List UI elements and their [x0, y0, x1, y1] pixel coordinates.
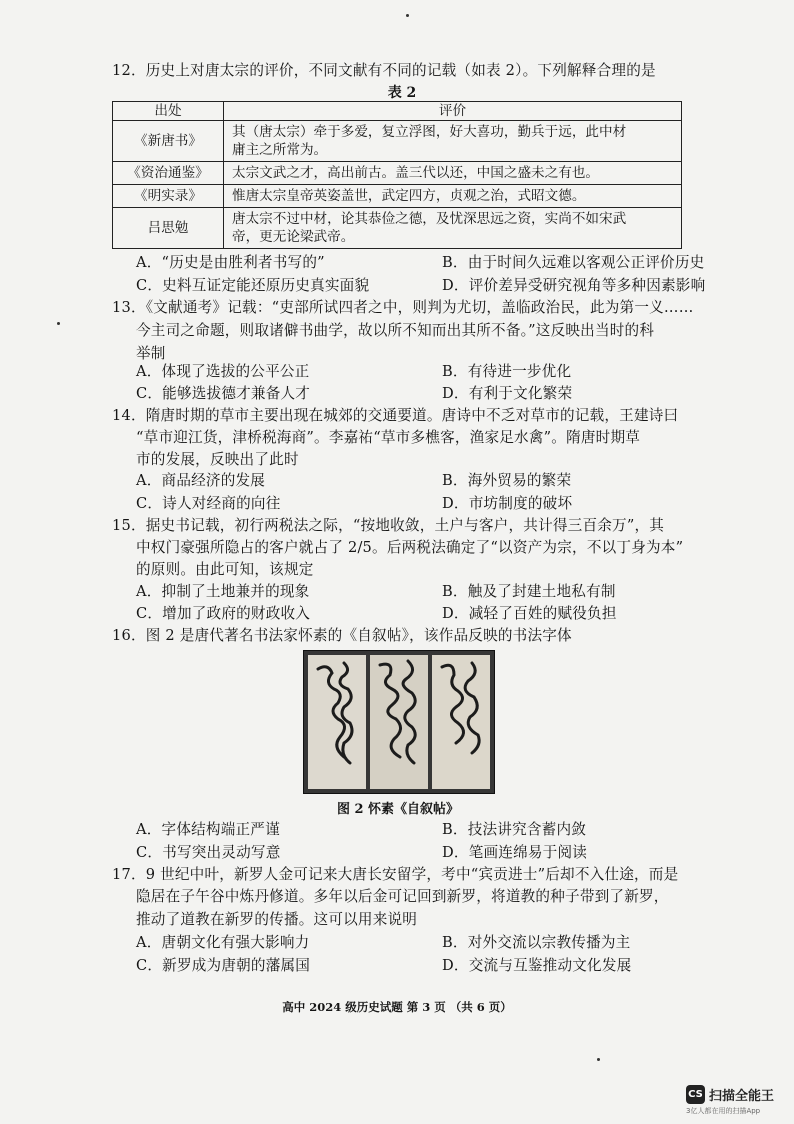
figure-caption: 图 2 怀素《自叙帖》: [336, 802, 460, 817]
eval-line: 帝，更无论梁武帝。: [232, 229, 355, 245]
q16-option-c[interactable]: C．书写突出灵动写意: [136, 844, 281, 861]
row-source: 《资治通鉴》: [113, 162, 224, 185]
eval-line: 唐太宗不过中材，论其恭俭之德，及忧深思远之资，实尚不如宋武: [232, 211, 627, 227]
q13-stem-line2: 今主司之命题，则取诸僻书曲学，故以所不知而出其所不备。”这反映出当时的科: [136, 322, 655, 339]
q12-option-b[interactable]: B．由于时间久远难以客观公正评价历史: [442, 254, 705, 271]
table-row: [113, 162, 682, 185]
q14-option-b[interactable]: B．海外贸易的繁荣: [442, 472, 572, 489]
q17-option-d[interactable]: D．交流与互鉴推动文化发展: [442, 957, 632, 974]
q15-option-c[interactable]: C．增加了政府的财政收入: [136, 605, 311, 622]
row-source: 吕思勉: [113, 208, 224, 249]
table-header-row: [113, 102, 682, 121]
table-row: [113, 208, 682, 249]
q15-stem-line3: 的原则。由此可知，该规定: [136, 561, 314, 578]
q12-option-c[interactable]: C．史料互证定能还原历史真实面貌: [136, 277, 370, 294]
eval-line: 庸主之所常为。: [232, 142, 328, 158]
row-source: 《明实录》: [113, 185, 224, 208]
q14-stem-line2: “草市迎江货，津桥税海商”。李嘉祐“草市多樵客，渔家足水禽”。隋唐时期草: [136, 429, 641, 446]
row-evaluation: [224, 208, 682, 249]
q17-stem-line1: 17．9 世纪中叶，新罗人金可记来大唐长安留学，考中“宾贡进士”后却不入仕途，而是: [112, 866, 679, 883]
header-evaluation: 评价: [224, 102, 682, 121]
q13-stem-line3: 举制: [136, 345, 166, 362]
row-evaluation: [224, 121, 682, 162]
scanner-watermark: [686, 1083, 786, 1117]
q12-option-a[interactable]: A．“历史是由胜利者书写的”: [136, 254, 325, 271]
camscanner-logo-icon: CS: [686, 1085, 705, 1104]
q13-stem-line1: 13．《文献通考》记载：“吏部所试四者之中，则判为尤切，盖临政治民，此为第一义……: [112, 299, 694, 316]
scan-speck: [406, 14, 409, 17]
q17-stem-line3: 推动了道教在新罗的传播。这可以用来说明: [136, 911, 418, 928]
q14-option-a[interactable]: A．商品经济的发展: [136, 472, 266, 489]
q17-option-a[interactable]: A．唐朝文化有强大影响力: [136, 934, 310, 951]
eval-line: 其（唐太宗）牵于多爱，复立浮图，好大喜功，勤兵于远，此中材: [232, 124, 627, 140]
page-footer: 高中 2024 级历史试题 第 3 页 （共 6 页）: [282, 1000, 512, 1014]
q13-option-b[interactable]: B．有待进一步优化: [442, 363, 572, 380]
row-evaluation: 惟唐太宗皇帝英姿盖世，武定四方，贞观之治，式昭文德。: [224, 185, 682, 208]
q16-stem: 16．图 2 是唐代著名书法家怀素的《自叙帖》，该作品反映的书法字体: [112, 627, 572, 644]
q15-option-b[interactable]: B．触及了封建土地私有制: [442, 583, 616, 600]
q14-option-d[interactable]: D．市坊制度的破坏: [442, 495, 573, 512]
q12-option-d[interactable]: D．评价差异受研究视角等多种因素影响: [442, 277, 706, 294]
q14-stem-line3: 市的发展，反映出了此时: [136, 451, 299, 468]
q15-stem-line2: 中权门豪强所隐占的客户就占了 2/5。后两税法确定了“以资产为宗，不以丁身为本”: [136, 539, 684, 556]
scanner-tagline: 3亿人都在用的扫描App: [686, 1107, 761, 1115]
calligraphy-image: [303, 650, 495, 794]
table-2: [112, 101, 682, 249]
q14-stem-line1: 14．隋唐时期的草市主要出现在城郊的交通要道。唐诗中不乏对草市的记载，王建诗曰: [112, 407, 679, 424]
q17-option-b[interactable]: B．对外交流以宗教传播为主: [442, 934, 631, 951]
row-evaluation: 太宗文武之才，高出前古。盖三代以还，中国之盛未之有也。: [224, 162, 682, 185]
q13-option-c[interactable]: C．能够选拔德才兼备人才: [136, 385, 311, 402]
q16-option-d[interactable]: D．笔画连绵易于阅读: [442, 844, 588, 861]
q16-option-a[interactable]: A．字体结构端正严谨: [136, 821, 280, 838]
q13-option-a[interactable]: A．体现了选拔的公平公正: [136, 363, 310, 380]
scanner-name: 扫描全能王: [709, 1089, 775, 1104]
scan-speck: [57, 322, 60, 325]
q16-option-b[interactable]: B．技法讲究含蓄内敛: [442, 821, 587, 838]
header-source: 出处: [113, 102, 224, 121]
row-source: 《新唐书》: [113, 121, 224, 162]
q12-stem: 12．历史上对唐太宗的评价，不同文献有不同的记载（如表 2）。下列解释合理的是: [112, 62, 656, 79]
q13-option-d[interactable]: D．有利于文化繁荣: [442, 385, 573, 402]
table-row: [113, 185, 682, 208]
table-row: [113, 121, 682, 162]
q15-option-d[interactable]: D．减轻了百姓的赋役负担: [442, 605, 617, 622]
scan-speck: [597, 1058, 600, 1061]
calligraphy-scroll-icon: [304, 651, 494, 793]
q17-stem-line2: 隐居在子午谷中炼丹修道。多年以后金可记回到新罗，将道教的种子带到了新罗，: [136, 888, 669, 905]
table-caption: 表 2: [387, 85, 417, 101]
q15-stem-line1: 15．据史书记载，初行两税法之际，“按地收敛，土户与客户，共计得三百余万”，其: [112, 517, 665, 534]
q15-option-a[interactable]: A．抑制了土地兼并的现象: [136, 583, 310, 600]
q14-option-c[interactable]: C．诗人对经商的向往: [136, 495, 281, 512]
q17-option-c[interactable]: C．新罗成为唐朝的藩属国: [136, 957, 311, 974]
